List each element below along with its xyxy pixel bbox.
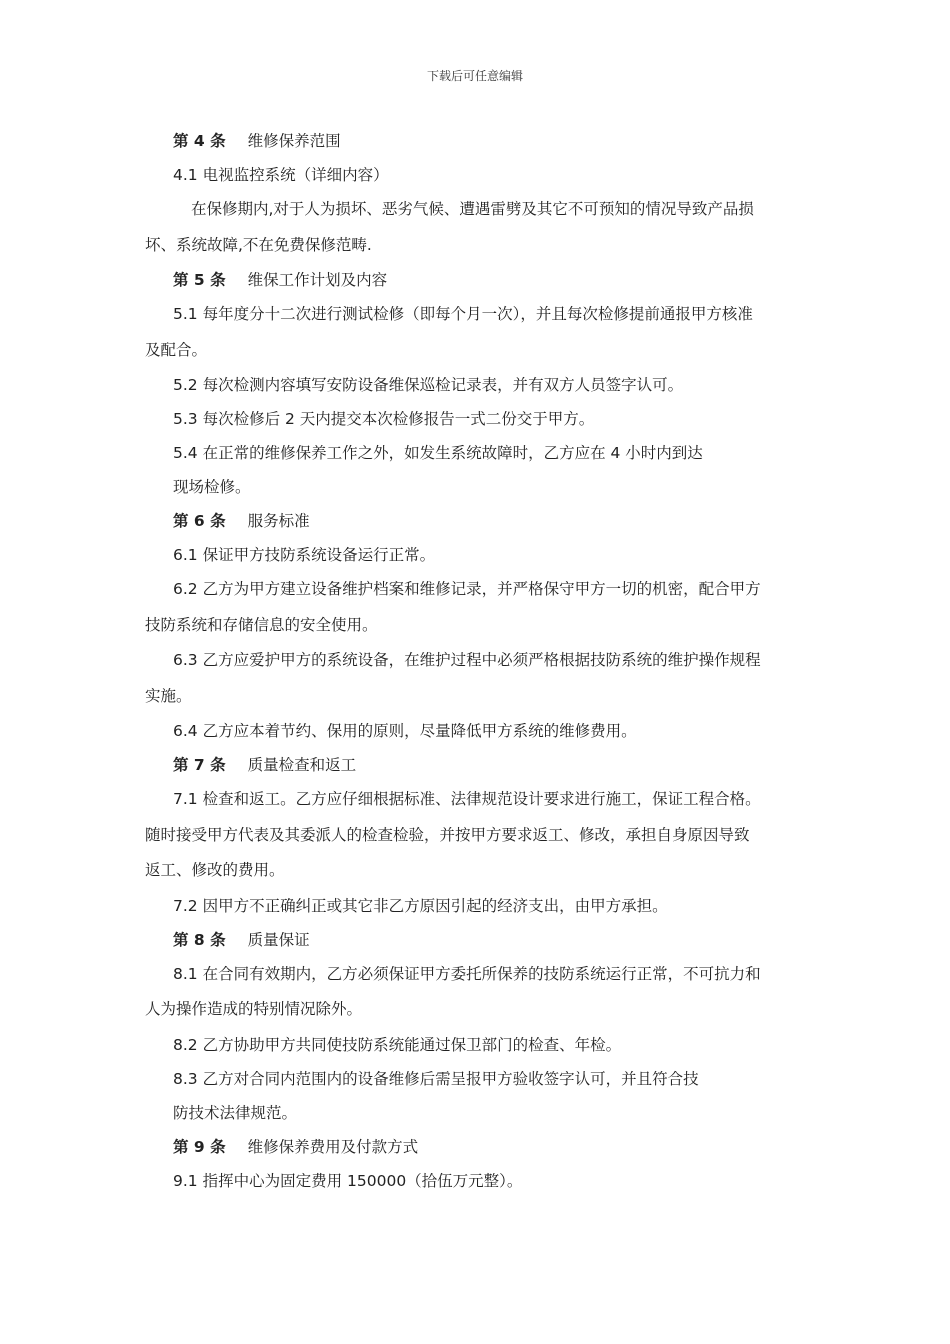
article-4-heading: 第 4 条 维修保养范围 <box>173 132 341 150</box>
clause-8-1-line1: 8.1 在合同有效期内，乙方必须保证甲方委托所保养的技防系统运行正常，不可抗力和 <box>173 964 761 983</box>
clause-5-1-line2: 及配合。 <box>145 340 208 359</box>
clause-8-2: 8.2 乙方协助甲方共同使技防系统能通过保卫部门的检查、年检。 <box>173 1035 622 1054</box>
clause-6-1: 6.1 保证甲方技防系统设备运行正常。 <box>173 546 436 564</box>
clause-9-1: 9.1 指挥中心为固定费用 150000（拾伍万元整）。 <box>173 1171 523 1190</box>
clause-5-4-line1: 5.4 在正常的维修保养工作之外，如发生系统故障时，乙方应在 4 小时内到达 <box>173 444 703 462</box>
article-5-heading: 第 5 条 维保工作计划及内容 <box>173 271 388 289</box>
clause-4-paragraph-line2: 坏、系统故障,不在免费保修范畴. <box>145 235 372 254</box>
clause-5-3: 5.3 每次检修后 2 天内提交本次检修报告一式二份交于甲方。 <box>173 410 595 428</box>
clause-6-3-line2: 实施。 <box>145 686 192 705</box>
clause-5-4-line2: 现场检修。 <box>173 478 251 496</box>
clause-5-2: 5.2 每次检测内容填写安防设备维保巡检记录表，并有双方人员签字认可。 <box>173 376 684 394</box>
clause-6-2-line2: 技防系统和存储信息的安全使用。 <box>145 615 378 634</box>
article-9-heading: 第 9 条 维修保养费用及付款方式 <box>173 1137 419 1156</box>
page-header: 下载后可任意编辑 <box>426 69 523 83</box>
document-body <box>145 124 815 1198</box>
clause-7-1-line2: 随时接受甲方代表及其委派人的检查检验，并按甲方要求返工、修改，承担自身原因导致 <box>145 825 750 844</box>
clause-6-3-line1: 6.3 乙方应爱护甲方的系统设备，在维护过程中必须严格根据技防系统的维护操作规程 <box>173 651 761 669</box>
article-6-heading: 第 6 条 服务标准 <box>173 512 310 530</box>
clause-6-2-line1: 6.2 乙方为甲方建立设备维护档案和维修记录，并严格保守甲方一切的机密，配合甲方 <box>173 580 761 598</box>
article-7-heading: 第 7 条 质量检查和返工 <box>173 756 357 774</box>
clause-7-1-line3: 返工、修改的费用。 <box>145 861 285 879</box>
clause-6-4: 6.4 乙方应本着节约、保用的原则，尽量降低甲方系统的维修费用。 <box>173 722 637 740</box>
clause-4-paragraph-line1: 在保修期内,对于人为损坏、恶劣气候、遭遇雷劈及其它不可预知的情况导致产品损 <box>191 200 754 218</box>
clause-4-1: 4.1 电视监控系统（详细内容） <box>173 166 389 184</box>
clause-8-1-line2: 人为操作造成的特别情况除外。 <box>145 1000 363 1018</box>
clause-7-2: 7.2 因甲方不正确纠正或其它非乙方原因引起的经济支出，由甲方承担。 <box>173 896 668 915</box>
clause-7-1-line1: 7.1 检查和返工。乙方应仔细根据标准、法律规范设计要求进行施工，保证工程合格。 <box>173 790 761 808</box>
clause-8-3-line2: 防技术法律规范。 <box>173 1103 298 1122</box>
clause-8-3-line1: 8.3 乙方对合同内范围内的设备维修后需呈报甲方验收签字认可，并且符合技 <box>173 1069 699 1088</box>
article-8-heading: 第 8 条 质量保证 <box>173 930 310 949</box>
clause-5-1-line1: 5.1 每年度分十二次进行测试检修（即每个月一次），并且每次检修提前通报甲方核准 <box>173 305 753 323</box>
